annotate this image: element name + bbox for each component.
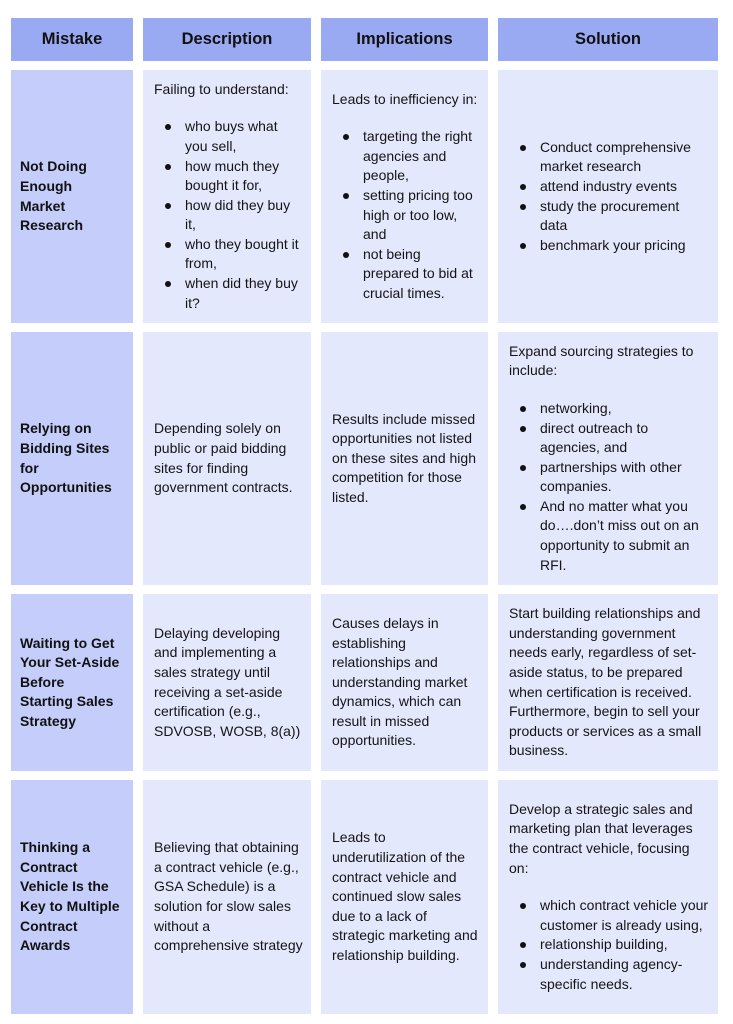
implications-text: Results include missed opportunities not listed on these sites and high competition for those listed. (332, 410, 476, 505)
implications-text: Causes delays in establishing relationships and understanding market dynamics, which can result in missed opportunities. (332, 614, 468, 749)
solution-cell (498, 70, 718, 323)
mistake-cell: Waiting to Get Your Set-Aside Before Starting Sales Strategy (11, 594, 133, 771)
solution-text: Expand sourcing strategies to include: (509, 342, 694, 379)
solution-text: Develop a strategic sales and marketing plan that leverages the contract vehicle, focusing on: (509, 800, 693, 876)
mistake-cell: Thinking a Contract Vehicle Is the Key to Multiple Contract Awards (11, 780, 133, 1014)
description-cell (143, 780, 311, 1014)
implications-cell (321, 70, 488, 323)
mistake-cell: Relying on Bidding Sites for Opportunities (11, 332, 133, 585)
list-item: when did they buy it? (154, 274, 303, 313)
list-item: networking, (509, 399, 710, 419)
solution-cell (498, 594, 718, 771)
list-item: partnerships with other companies. (509, 458, 710, 497)
list-item: how did they buy it, (154, 196, 303, 235)
description-cell (143, 70, 311, 323)
solution-bullet-list (509, 399, 710, 575)
solution-cell (498, 780, 718, 1014)
solution-bullet-list (509, 138, 710, 256)
header-implications: Implications (321, 18, 488, 61)
implications-bullet-list (332, 127, 480, 303)
list-item: how much they bought it for, (154, 157, 303, 196)
implications-text: Leads to underutilization of the contract vehicle and continued slow sales due to a lack of strategic marketing and relationship building. (332, 829, 478, 963)
list-item: understanding agency-specific needs. (509, 955, 710, 994)
list-item: targeting the right agencies and people, (332, 127, 480, 186)
header-mistake: Mistake (11, 18, 133, 61)
list-item: benchmark your pricing (509, 236, 710, 256)
implications-text: Leads to inefficiency in: (332, 90, 478, 107)
list-item: which contract vehicle your customer is already using, (509, 896, 710, 935)
description-text: Believing that obtaining a contract vehicle (e.g., GSA Schedule) is a solution for slow sales without a comprehensive strategy (154, 839, 303, 954)
list-item: study the procurement data (509, 197, 710, 236)
list-item: attend industry events (509, 177, 710, 197)
mistake-cell: Not Doing Enough Market Research (11, 70, 133, 323)
list-item: not being prepared to bid at crucial times. (332, 245, 480, 304)
description-cell (143, 594, 311, 771)
description-bullet-list (154, 117, 303, 313)
description-text: Delaying developing and implementing a sales strategy until receiving a set-aside certification (e.g., SDVOSB, WOSB, 8(a)) (154, 624, 301, 739)
list-item: direct outreach to agencies, and (509, 419, 710, 458)
solution-text: Start building relationships and understanding government needs early, regardless of set-aside status, to be prepared when certification is received. Furthermore, begin to sell your products or services as a small business. (509, 605, 702, 759)
solution-cell (498, 332, 718, 585)
list-item: relationship building, (509, 935, 710, 955)
implications-cell (321, 332, 488, 585)
list-item: Conduct comprehensive market research (509, 138, 710, 177)
header-description: Description (143, 18, 311, 61)
solution-bullet-list (509, 896, 710, 994)
description-text: Failing to understand: (154, 80, 289, 97)
header-solution: Solution (498, 18, 718, 61)
implications-cell (321, 780, 488, 1014)
list-item: who they bought it from, (154, 235, 303, 274)
implications-cell (321, 594, 488, 771)
list-item: And no matter what you do….don’t miss out on an opportunity to submit an RFI. (509, 497, 710, 575)
description-text: Depending solely on public or paid bidding sites for finding government contracts. (154, 420, 293, 496)
description-cell (143, 332, 311, 585)
list-item: setting pricing too high or too low, and (332, 186, 480, 245)
list-item: who buys what you sell, (154, 117, 303, 156)
